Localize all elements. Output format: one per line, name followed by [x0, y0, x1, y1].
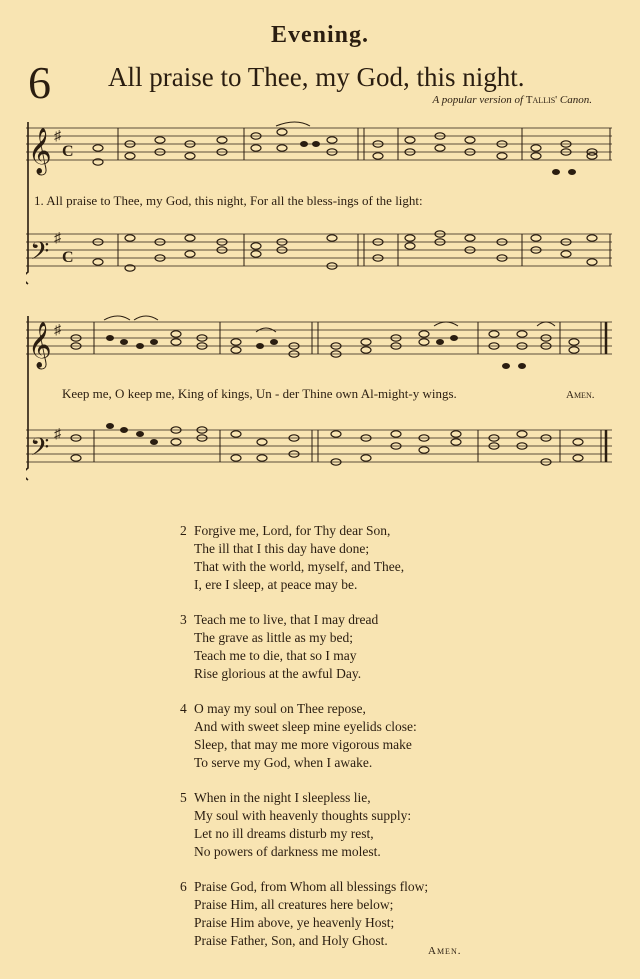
stanza-number: 6 [180, 879, 187, 894]
stanza-line: My soul with heavenly thoughts supply: [194, 808, 412, 823]
stanza-number: 2 [180, 523, 187, 538]
filled-notes-1 [300, 141, 576, 175]
music-system-1 [26, 118, 616, 288]
slur [276, 122, 310, 126]
stanza-line: Teach me to live, that I may dread [194, 612, 379, 627]
stanza-line: O may my soul on Thee repose, [194, 701, 366, 716]
tune-attribution [432, 94, 592, 106]
common-time-icon: C [62, 143, 74, 160]
stanza-line: Praise God, from Whom all blessings flow; [194, 879, 429, 894]
stanza-line: Teach me to die, that so I may [194, 648, 357, 663]
common-time-icon: C [62, 249, 74, 266]
verse-1-lyrics-line-2: Keep me, O keep me, King of kings, Un - der Thine own Al-might-y wings. [62, 386, 457, 401]
stanza-line: And with sweet sleep mine eyelids close: [194, 719, 417, 734]
tune-composer: Tallis' [525, 94, 558, 106]
slur [434, 322, 458, 326]
stanza-line: Sleep, that may me more vigorous make [194, 737, 412, 752]
bass-staff-2 [26, 430, 612, 462]
stanza-line: The grave as little as my bed; [194, 630, 353, 645]
slur [104, 316, 130, 320]
tune-name: Canon. [559, 94, 592, 106]
treble-clef-icon: 𝄞 [28, 128, 52, 173]
stanza-line: To serve my God, when I awake. [194, 755, 373, 770]
stanza [180, 789, 600, 861]
tune-prefix: A popular version of [432, 94, 524, 106]
stanza-line: Praise Him above, ye heavenly Host; [194, 915, 395, 930]
music-system-2 [26, 312, 616, 484]
stanza-line: Let no ill dreams disturb my rest, [194, 826, 374, 841]
amen-label: Amen. [566, 389, 595, 401]
stanza [180, 878, 600, 950]
stanza-line: That with the world, myself, and Thee, [194, 559, 405, 574]
stanza [180, 522, 600, 594]
stanza-number: 5 [180, 790, 187, 805]
treble-clef-icon: 𝄞 [28, 322, 52, 367]
page-heading: Evening. [270, 22, 370, 48]
sharp-icon: ♯ [54, 323, 61, 338]
bass-clef-icon: 𝄢 [30, 434, 50, 467]
verse-1-lyrics: 1. All praise to Thee, my God, this night, For all the bless-ings of the light: [34, 193, 423, 208]
stanza-line: Praise Father, Son, and Holy Ghost. [194, 933, 388, 948]
bass-clef-icon: 𝄢 [30, 238, 50, 271]
bass-staff-1 [26, 234, 612, 266]
stanza-number: 3 [180, 612, 187, 627]
hymn-number: 6 [28, 57, 51, 108]
stanza-line: Rise glorious at the awful Day. [194, 666, 362, 681]
stanza-line: Forgive me, Lord, for Thy dear Son, [194, 523, 391, 538]
stanza-line: When in the night I sleepless lie, [194, 790, 371, 805]
stanza-line: Praise Him, all creatures here below; [194, 897, 394, 912]
sharp-icon: ♯ [54, 129, 61, 144]
stanza-line: I, ere I sleep, at peace may be. [194, 577, 358, 592]
verses-list [180, 522, 600, 967]
hymn-title: All praise to Thee, my God, this night. [108, 62, 525, 92]
fermata-icon [537, 322, 555, 326]
final-amen: Amen. [428, 945, 462, 957]
sharp-icon: ♯ [54, 427, 61, 442]
stanza-line: The ill that I this day have done; [194, 541, 370, 556]
stanza [180, 700, 600, 772]
slur [134, 316, 158, 320]
stanza [180, 611, 600, 683]
stanza-number: 4 [180, 701, 187, 716]
stanza-line: No powers of darkness me molest. [194, 844, 381, 859]
sharp-icon: ♯ [54, 231, 61, 246]
